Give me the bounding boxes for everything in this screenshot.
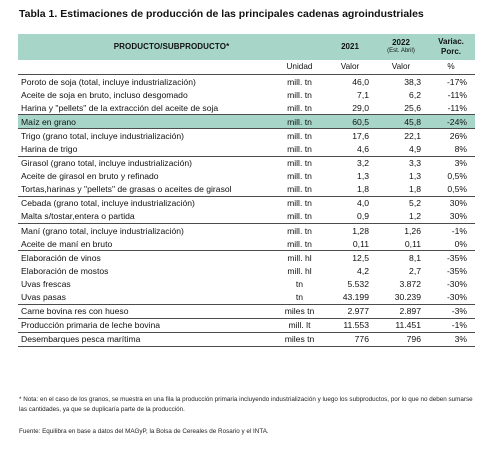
value-2022-cell: 5,2 — [375, 196, 427, 210]
variation-header: Variac. Porc. — [427, 34, 475, 60]
value-2022-cell: 6,2 — [409, 89, 421, 100]
product-cell: Elaboración de vinos — [18, 251, 274, 265]
variation-cell: 26% — [427, 129, 475, 143]
table-row — [18, 115, 475, 129]
value-2022-cell: 11.451 — [375, 318, 427, 332]
table-row — [18, 318, 475, 332]
product-column-header: PRODUCTO/SUBPRODUCTO* — [18, 34, 325, 60]
variation-cell: -1% — [427, 318, 475, 332]
value-2022-cell: 796 — [375, 332, 427, 346]
value-2021-cell: 60,5 — [325, 115, 375, 129]
unit-cell: mill. tn — [287, 89, 312, 100]
product-cell: Trigo (grano total, incluye industrialización) — [18, 129, 274, 143]
value-2022-cell: 1,26 — [375, 224, 427, 238]
variation-cell: -35% — [446, 265, 467, 276]
variation-cell: -30% — [446, 278, 467, 289]
product-cell: Producción primaria de leche bovina — [18, 318, 274, 332]
table-row — [18, 156, 475, 170]
value-2022-cell: 25,6 — [404, 102, 421, 113]
value-2021-cell: 5.532 — [347, 278, 369, 289]
value-2021-cell: 0,9 — [357, 211, 369, 222]
unit-cell: tn — [295, 278, 304, 289]
product-cell: Elaboración de mostos — [21, 265, 109, 276]
table-row — [18, 277, 475, 290]
unit-cell: tn — [295, 292, 304, 303]
value-2021-cell: 12,5 — [325, 251, 375, 265]
value-2022-cell: 4,9 — [409, 144, 421, 155]
value-2021-cell: 43.199 — [342, 292, 369, 303]
table-row — [18, 142, 475, 156]
value-2022-cell: 45,8 — [375, 115, 427, 129]
value-2021-cell: 17,6 — [325, 129, 375, 143]
table-row — [18, 75, 475, 89]
variation-cell: -24% — [427, 115, 475, 129]
footnote: * Nota: en el caso de los granos, se muestra en una fila la producción primaria incluyendo industrialización y luego los subproductos, por lo que no deben sumarse las cantidades, ya que se duplicaría parte de la producción. — [19, 396, 473, 413]
product-cell: Aceite de maní en bruto — [21, 238, 113, 249]
variation-cell: -3% — [427, 304, 475, 318]
value-2021-cell: 2.977 — [325, 304, 375, 318]
table-row — [18, 129, 475, 143]
unit-cell: mill. lt — [274, 318, 325, 332]
variation-cell: -11% — [447, 89, 467, 100]
table-row — [18, 210, 475, 224]
year-2021-header: 2021 — [325, 34, 375, 60]
product-cell: Maíz en grano — [18, 115, 274, 129]
production-table — [18, 34, 475, 347]
product-cell: Desembarques pesca marítima — [18, 332, 274, 346]
unit-cell: mill. tn — [287, 238, 312, 249]
table-row — [18, 291, 475, 305]
table-row — [18, 304, 475, 318]
unit-cell: mill. hl — [274, 251, 325, 265]
unit-cell: mill. tn — [274, 224, 325, 238]
table-row — [18, 332, 475, 346]
value-2022-cell: 2.897 — [375, 304, 427, 318]
value-2021-cell: 1,8 — [357, 184, 369, 195]
value-2021-cell: 4,0 — [325, 196, 375, 210]
unit-cell: mill. tn — [287, 102, 312, 113]
table-row — [18, 251, 475, 265]
value-2021-cell: 7,1 — [357, 89, 369, 100]
product-cell: Tortas,harinas y "pellets" de grasas o aceites de girasol — [21, 184, 232, 195]
value-2021-cell: 1,28 — [325, 224, 375, 238]
unit-cell: mill. tn — [287, 184, 312, 195]
table-row — [18, 237, 475, 251]
product-cell: Malta s/tostar,entera o partida — [21, 211, 135, 222]
product-cell: Maní (grano total, incluye industrialización) — [18, 224, 274, 238]
year-2022-note: (Est. Abril) — [387, 48, 415, 54]
unit-cell: mill. tn — [274, 129, 325, 143]
variation-cell: 3% — [427, 156, 475, 170]
value-2022-cell: 22,1 — [375, 129, 427, 143]
table-row — [18, 196, 475, 210]
product-cell: Cebada (grano total, incluye industrialización) — [18, 196, 274, 210]
header-row — [18, 34, 475, 60]
value-2021-cell: 29,0 — [352, 102, 369, 113]
pct-subheader: % — [427, 60, 475, 75]
variation-cell: 0% — [454, 238, 467, 249]
value-2021-subheader: Valor — [325, 60, 375, 75]
table-row — [18, 224, 475, 238]
table-row — [18, 183, 475, 197]
value-2021-cell: 11.553 — [325, 318, 375, 332]
variation-cell: -35% — [427, 251, 475, 265]
value-2021-cell: 4,6 — [357, 144, 369, 155]
value-2022-cell: 8,1 — [375, 251, 427, 265]
product-cell: Uvas frescas — [21, 278, 71, 289]
value-2021-cell: 0,11 — [352, 238, 369, 249]
unit-subheader: Unidad — [274, 60, 325, 75]
product-cell: Carne bovina res con hueso — [18, 304, 274, 318]
value-2021-cell: 776 — [325, 332, 375, 346]
variation-cell: -30% — [446, 292, 467, 303]
variation-cell: -17% — [427, 75, 475, 89]
value-2021-cell: 3,2 — [325, 156, 375, 170]
unit-cell: mill. tn — [274, 115, 325, 129]
variation-cell: 8% — [454, 144, 467, 155]
product-cell: Harina de trigo — [21, 144, 78, 155]
value-2022-cell: 3,3 — [375, 156, 427, 170]
variation-cell: 30% — [427, 196, 475, 210]
variation-cell: -1% — [427, 224, 475, 238]
product-cell: Girasol (grano total, incluye industrialización) — [18, 156, 274, 170]
unit-cell: mill. tn — [274, 156, 325, 170]
unit-cell: mill. tn — [287, 171, 312, 182]
table-row — [18, 88, 475, 101]
unit-cell: mill. tn — [287, 211, 312, 222]
subheader-blank — [18, 60, 274, 75]
value-2022-cell: 3.872 — [399, 278, 421, 289]
value-2022-cell: 2,7 — [409, 265, 421, 276]
value-2022-cell: 0,11 — [404, 238, 421, 249]
unit-cell: miles tn — [274, 332, 325, 346]
unit-cell: mill. tn — [274, 75, 325, 89]
value-2022-cell: 30.239 — [394, 292, 421, 303]
table-title: Tabla 1. Estimaciones de producción de las principales cadenas agroindustriales — [19, 8, 424, 20]
variation-cell: 3% — [427, 332, 475, 346]
value-2021-cell: 46,0 — [325, 75, 375, 89]
variation-cell: 0,5% — [447, 171, 467, 182]
variation-cell: 0,5% — [447, 184, 467, 195]
subheader-row — [18, 60, 475, 75]
unit-cell: mill. hl — [287, 265, 312, 276]
unit-cell: mill. tn — [274, 196, 325, 210]
product-cell: Poroto de soja (total, incluye industrialización) — [18, 75, 274, 89]
value-2022-subheader: Valor — [375, 60, 427, 75]
table-row — [18, 170, 475, 183]
value-2022-cell: 38,3 — [375, 75, 427, 89]
value-2022-cell: 1,8 — [409, 184, 421, 195]
value-2022-cell: 1,3 — [409, 171, 421, 182]
source-note: Fuente: Equilibra en base a datos del MAGyP, la Bolsa de Cereales de Rosario y el INTA. — [19, 428, 269, 435]
value-2021-cell: 1,3 — [357, 171, 369, 182]
value-2021-cell: 4,2 — [357, 265, 369, 276]
table-row — [18, 101, 475, 115]
unit-cell: miles tn — [274, 304, 325, 318]
year-2022-label: 2022 — [392, 38, 410, 47]
table-row — [18, 264, 475, 277]
value-2022-cell: 1,2 — [409, 211, 421, 222]
product-cell: Harina y "pellets" de la extracción del aceite de soja — [21, 102, 219, 113]
product-cell: Aceite de soja en bruto, incluso desgomado — [21, 89, 188, 100]
year-2022-header — [375, 34, 427, 60]
product-cell: Uvas pasas — [21, 292, 66, 303]
product-cell: Aceite de girasol en bruto y refinado — [21, 171, 159, 182]
variation-cell: 30% — [449, 211, 467, 222]
unit-cell: mill. tn — [287, 144, 312, 155]
variation-cell: -11% — [447, 102, 467, 113]
